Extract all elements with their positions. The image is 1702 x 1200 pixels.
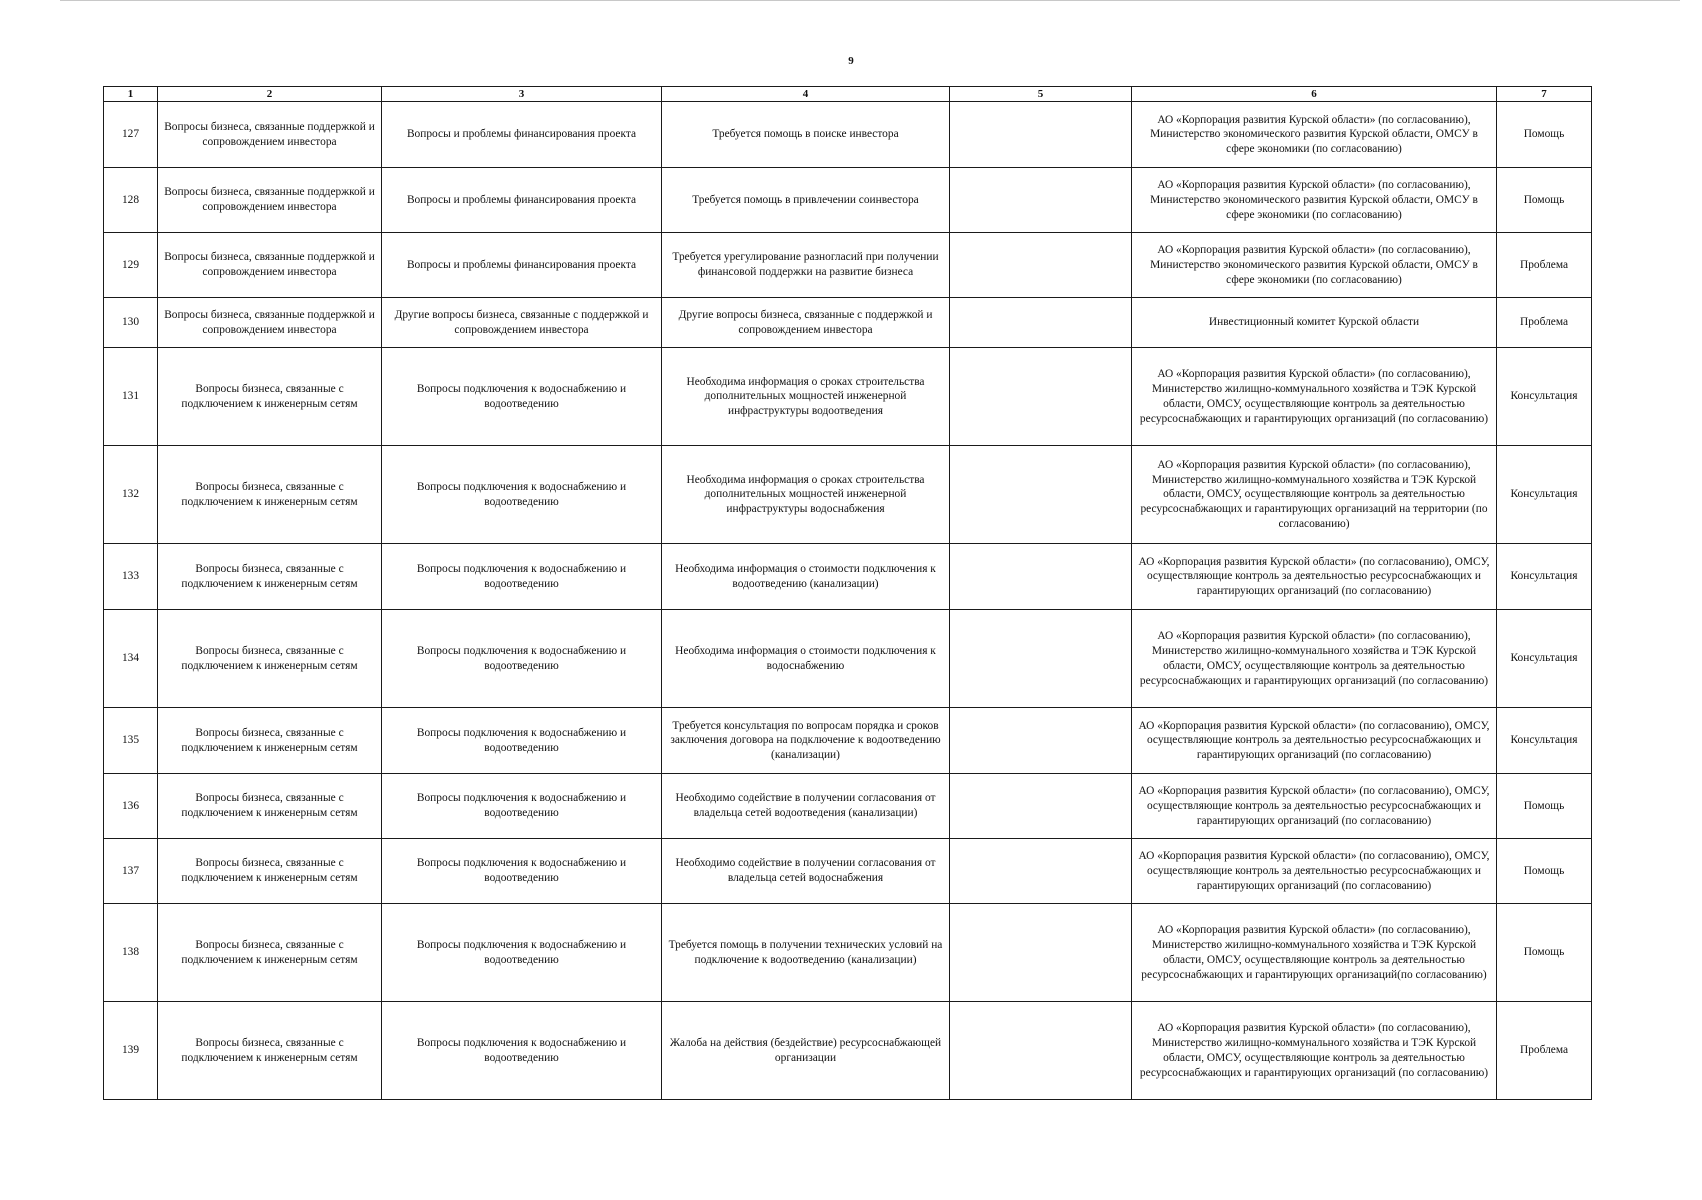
column-5-cell — [950, 168, 1132, 233]
issue-group: Вопросы и проблемы финансирования проекта — [382, 168, 662, 233]
business-issue-category: Вопросы бизнеса, связанные с подключением к инженерным сетям — [158, 774, 382, 839]
column-5-cell — [950, 348, 1132, 446]
issue-description: Требуется помощь в получении технических условий на подключение к водоотведению (канализации) — [662, 904, 950, 1002]
issue-description: Другие вопросы бизнеса, связанные с поддержкой и сопровождением инвестора — [662, 298, 950, 348]
issue-type: Консультация — [1497, 610, 1592, 708]
column-header: 4 — [662, 87, 950, 102]
row-number: 137 — [104, 839, 158, 904]
issue-type: Консультация — [1497, 708, 1592, 774]
table-row — [104, 233, 1592, 298]
issue-group: Вопросы подключения к водоснабжению и водоотведению — [382, 839, 662, 904]
issue-group: Другие вопросы бизнеса, связанные с поддержкой и сопровождением инвестора — [382, 298, 662, 348]
issue-group: Вопросы подключения к водоснабжению и водоотведению — [382, 1002, 662, 1100]
column-header: 1 — [104, 87, 158, 102]
row-number: 129 — [104, 233, 158, 298]
responsible-bodies: АО «Корпорация развития Курской области» (по согласованию), Министерство жилищно-коммунального хозяйства и ТЭК Курской области, ОМСУ, осуществляющие контроль за деятельностью ресурсоснабжающих и гарантирующих организаций (по согласованию) — [1132, 610, 1497, 708]
business-issue-category: Вопросы бизнеса, связанные с подключением к инженерным сетям — [158, 348, 382, 446]
issue-description: Необходима информация о стоимости подключения к водоснабжению — [662, 610, 950, 708]
business-issue-category: Вопросы бизнеса, связанные с подключением к инженерным сетям — [158, 839, 382, 904]
row-number: 133 — [104, 544, 158, 610]
table-row — [104, 168, 1592, 233]
responsible-bodies: АО «Корпорация развития Курской области» (по согласованию), Министерство экономического развития Курской области, ОМСУ в сфере экономики (по согласованию) — [1132, 102, 1497, 168]
responsible-bodies: АО «Корпорация развития Курской области» (по согласованию), Министерство экономического развития Курской области, ОМСУ в сфере экономики (по согласованию) — [1132, 233, 1497, 298]
column-5-cell — [950, 102, 1132, 168]
issue-group: Вопросы подключения к водоснабжению и водоотведению — [382, 544, 662, 610]
column-5-cell — [950, 708, 1132, 774]
issue-description: Требуется помощь в привлечении соинвестора — [662, 168, 950, 233]
responsible-bodies: АО «Корпорация развития Курской области» (по согласованию), Министерство жилищно-коммунального хозяйства и ТЭК Курской области, ОМСУ, осуществляющие контроль за деятельностью ресурсоснабжающих и гарантирующих организаций на территории (по согласованию) — [1132, 446, 1497, 544]
row-number: 128 — [104, 168, 158, 233]
issue-type: Консультация — [1497, 544, 1592, 610]
table-row — [104, 904, 1592, 1002]
issue-description: Необходима информация о стоимости подключения к водоотведению (канализации) — [662, 544, 950, 610]
table-row — [104, 102, 1592, 168]
responsible-bodies: Инвестиционный комитет Курской области — [1132, 298, 1497, 348]
column-header: 2 — [158, 87, 382, 102]
issue-description: Необходима информация о сроках строительства дополнительных мощностей инженерной инфраструктуры водоотведения — [662, 348, 950, 446]
issue-group: Вопросы подключения к водоснабжению и водоотведению — [382, 774, 662, 839]
row-number: 131 — [104, 348, 158, 446]
table-row — [104, 446, 1592, 544]
issue-description: Требуется помощь в поиске инвестора — [662, 102, 950, 168]
column-header: 5 — [950, 87, 1132, 102]
issue-type: Помощь — [1497, 839, 1592, 904]
scan-top-rule — [60, 0, 1680, 1]
responsible-bodies: АО «Корпорация развития Курской области» (по согласованию), Министерство жилищно-коммунального хозяйства и ТЭК Курской области, ОМСУ, осуществляющие контроль за деятельностью ресурсоснабжающих и гарантирующих организаций (по согласованию) — [1132, 1002, 1497, 1100]
column-5-cell — [950, 233, 1132, 298]
issue-group: Вопросы подключения к водоснабжению и водоотведению — [382, 446, 662, 544]
issue-description: Жалоба на действия (бездействие) ресурсоснабжающей организации — [662, 1002, 950, 1100]
table-row — [104, 298, 1592, 348]
table-row — [104, 348, 1592, 446]
header-row — [104, 87, 1592, 102]
issue-type: Проблема — [1497, 233, 1592, 298]
column-5-cell — [950, 298, 1132, 348]
responsible-bodies: АО «Корпорация развития Курской области» (по согласованию), Министерство жилищно-коммунального хозяйства и ТЭК Курской области, ОМСУ, осуществляющие контроль за деятельностью ресурсоснабжающих и гарантирующих организаций(по согласованию) — [1132, 904, 1497, 1002]
table-row — [104, 1002, 1592, 1100]
column-5-cell — [950, 839, 1132, 904]
table-row — [104, 708, 1592, 774]
issue-type: Проблема — [1497, 1002, 1592, 1100]
row-number: 135 — [104, 708, 158, 774]
issue-type: Консультация — [1497, 446, 1592, 544]
table-row — [104, 839, 1592, 904]
issue-group: Вопросы подключения к водоснабжению и водоотведению — [382, 348, 662, 446]
issue-type: Помощь — [1497, 102, 1592, 168]
issue-type: Помощь — [1497, 774, 1592, 839]
row-number: 132 — [104, 446, 158, 544]
responsible-bodies: АО «Корпорация развития Курской области» (по согласованию), ОМСУ, осуществляющие контроль за деятельностью ресурсоснабжающих и гарантирующих организаций (по согласованию) — [1132, 839, 1497, 904]
issue-group: Вопросы и проблемы финансирования проекта — [382, 102, 662, 168]
column-header: 7 — [1497, 87, 1592, 102]
issue-type: Помощь — [1497, 168, 1592, 233]
column-header: 3 — [382, 87, 662, 102]
issue-description: Необходимо содействие в получении согласования от владельца сетей водоснабжения — [662, 839, 950, 904]
row-number: 127 — [104, 102, 158, 168]
business-issue-category: Вопросы бизнеса, связанные с подключением к инженерным сетям — [158, 708, 382, 774]
column-5-cell — [950, 774, 1132, 839]
business-issue-category: Вопросы бизнеса, связанные поддержкой и сопровождением инвестора — [158, 168, 382, 233]
business-issue-category: Вопросы бизнеса, связанные с подключением к инженерным сетям — [158, 544, 382, 610]
issue-group: Вопросы и проблемы финансирования проекта — [382, 233, 662, 298]
row-number: 138 — [104, 904, 158, 1002]
issue-type: Проблема — [1497, 298, 1592, 348]
issue-description: Необходима информация о сроках строительства дополнительных мощностей инженерной инфраструктуры водоснабжения — [662, 446, 950, 544]
business-issue-category: Вопросы бизнеса, связанные поддержкой и сопровождением инвестора — [158, 298, 382, 348]
responsible-bodies: АО «Корпорация развития Курской области» (по согласованию), ОМСУ, осуществляющие контроль за деятельностью ресурсоснабжающих и гарантирующих организаций (по согласованию) — [1132, 708, 1497, 774]
business-issue-category: Вопросы бизнеса, связанные с подключением к инженерным сетям — [158, 904, 382, 1002]
issue-group: Вопросы подключения к водоснабжению и водоотведению — [382, 610, 662, 708]
table-row — [104, 544, 1592, 610]
table-row — [104, 610, 1592, 708]
issue-group: Вопросы подключения к водоснабжению и водоотведению — [382, 708, 662, 774]
business-issue-category: Вопросы бизнеса, связанные поддержкой и сопровождением инвестора — [158, 233, 382, 298]
responsible-bodies: АО «Корпорация развития Курской области» (по согласованию), Министерство экономического развития Курской области, ОМСУ в сфере экономики (по согласованию) — [1132, 168, 1497, 233]
row-number: 136 — [104, 774, 158, 839]
column-header: 6 — [1132, 87, 1497, 102]
column-5-cell — [950, 446, 1132, 544]
responsible-bodies: АО «Корпорация развития Курской области» (по согласованию), ОМСУ, осуществляющие контроль за деятельностью ресурсоснабжающих и гарантирующих организаций (по согласованию) — [1132, 774, 1497, 839]
issue-description: Требуется консультация по вопросам порядка и сроков заключения договора на подключение к водоотведению (канализации) — [662, 708, 950, 774]
business-issue-category: Вопросы бизнеса, связанные с подключением к инженерным сетям — [158, 1002, 382, 1100]
column-5-cell — [950, 610, 1132, 708]
column-5-cell — [950, 904, 1132, 1002]
column-5-cell — [950, 544, 1132, 610]
column-5-cell — [950, 1002, 1132, 1100]
issues-table — [103, 86, 1592, 1100]
business-issue-category: Вопросы бизнеса, связанные с подключением к инженерным сетям — [158, 610, 382, 708]
responsible-bodies: АО «Корпорация развития Курской области» (по согласованию), Министерство жилищно-коммунального хозяйства и ТЭК Курской области, ОМСУ, осуществляющие контроль за деятельностью ресурсоснабжающих и гарантирующих организаций (по согласованию) — [1132, 348, 1497, 446]
row-number: 134 — [104, 610, 158, 708]
issue-description: Необходимо содействие в получении согласования от владельца сетей водоотведения (канализации) — [662, 774, 950, 839]
issue-type: Помощь — [1497, 904, 1592, 1002]
issue-group: Вопросы подключения к водоснабжению и водоотведению — [382, 904, 662, 1002]
table-row — [104, 774, 1592, 839]
row-number: 130 — [104, 298, 158, 348]
page-number: 9 — [848, 55, 854, 67]
issue-description: Требуется урегулирование разногласий при получении финансовой поддержки на развитие бизнеса — [662, 233, 950, 298]
business-issue-category: Вопросы бизнеса, связанные поддержкой и сопровождением инвестора — [158, 102, 382, 168]
issue-type: Консультация — [1497, 348, 1592, 446]
responsible-bodies: АО «Корпорация развития Курской области» (по согласованию), ОМСУ, осуществляющие контроль за деятельностью ресурсоснабжающих и гарантирующих организаций (по согласованию) — [1132, 544, 1497, 610]
business-issue-category: Вопросы бизнеса, связанные с подключением к инженерным сетям — [158, 446, 382, 544]
row-number: 139 — [104, 1002, 158, 1100]
